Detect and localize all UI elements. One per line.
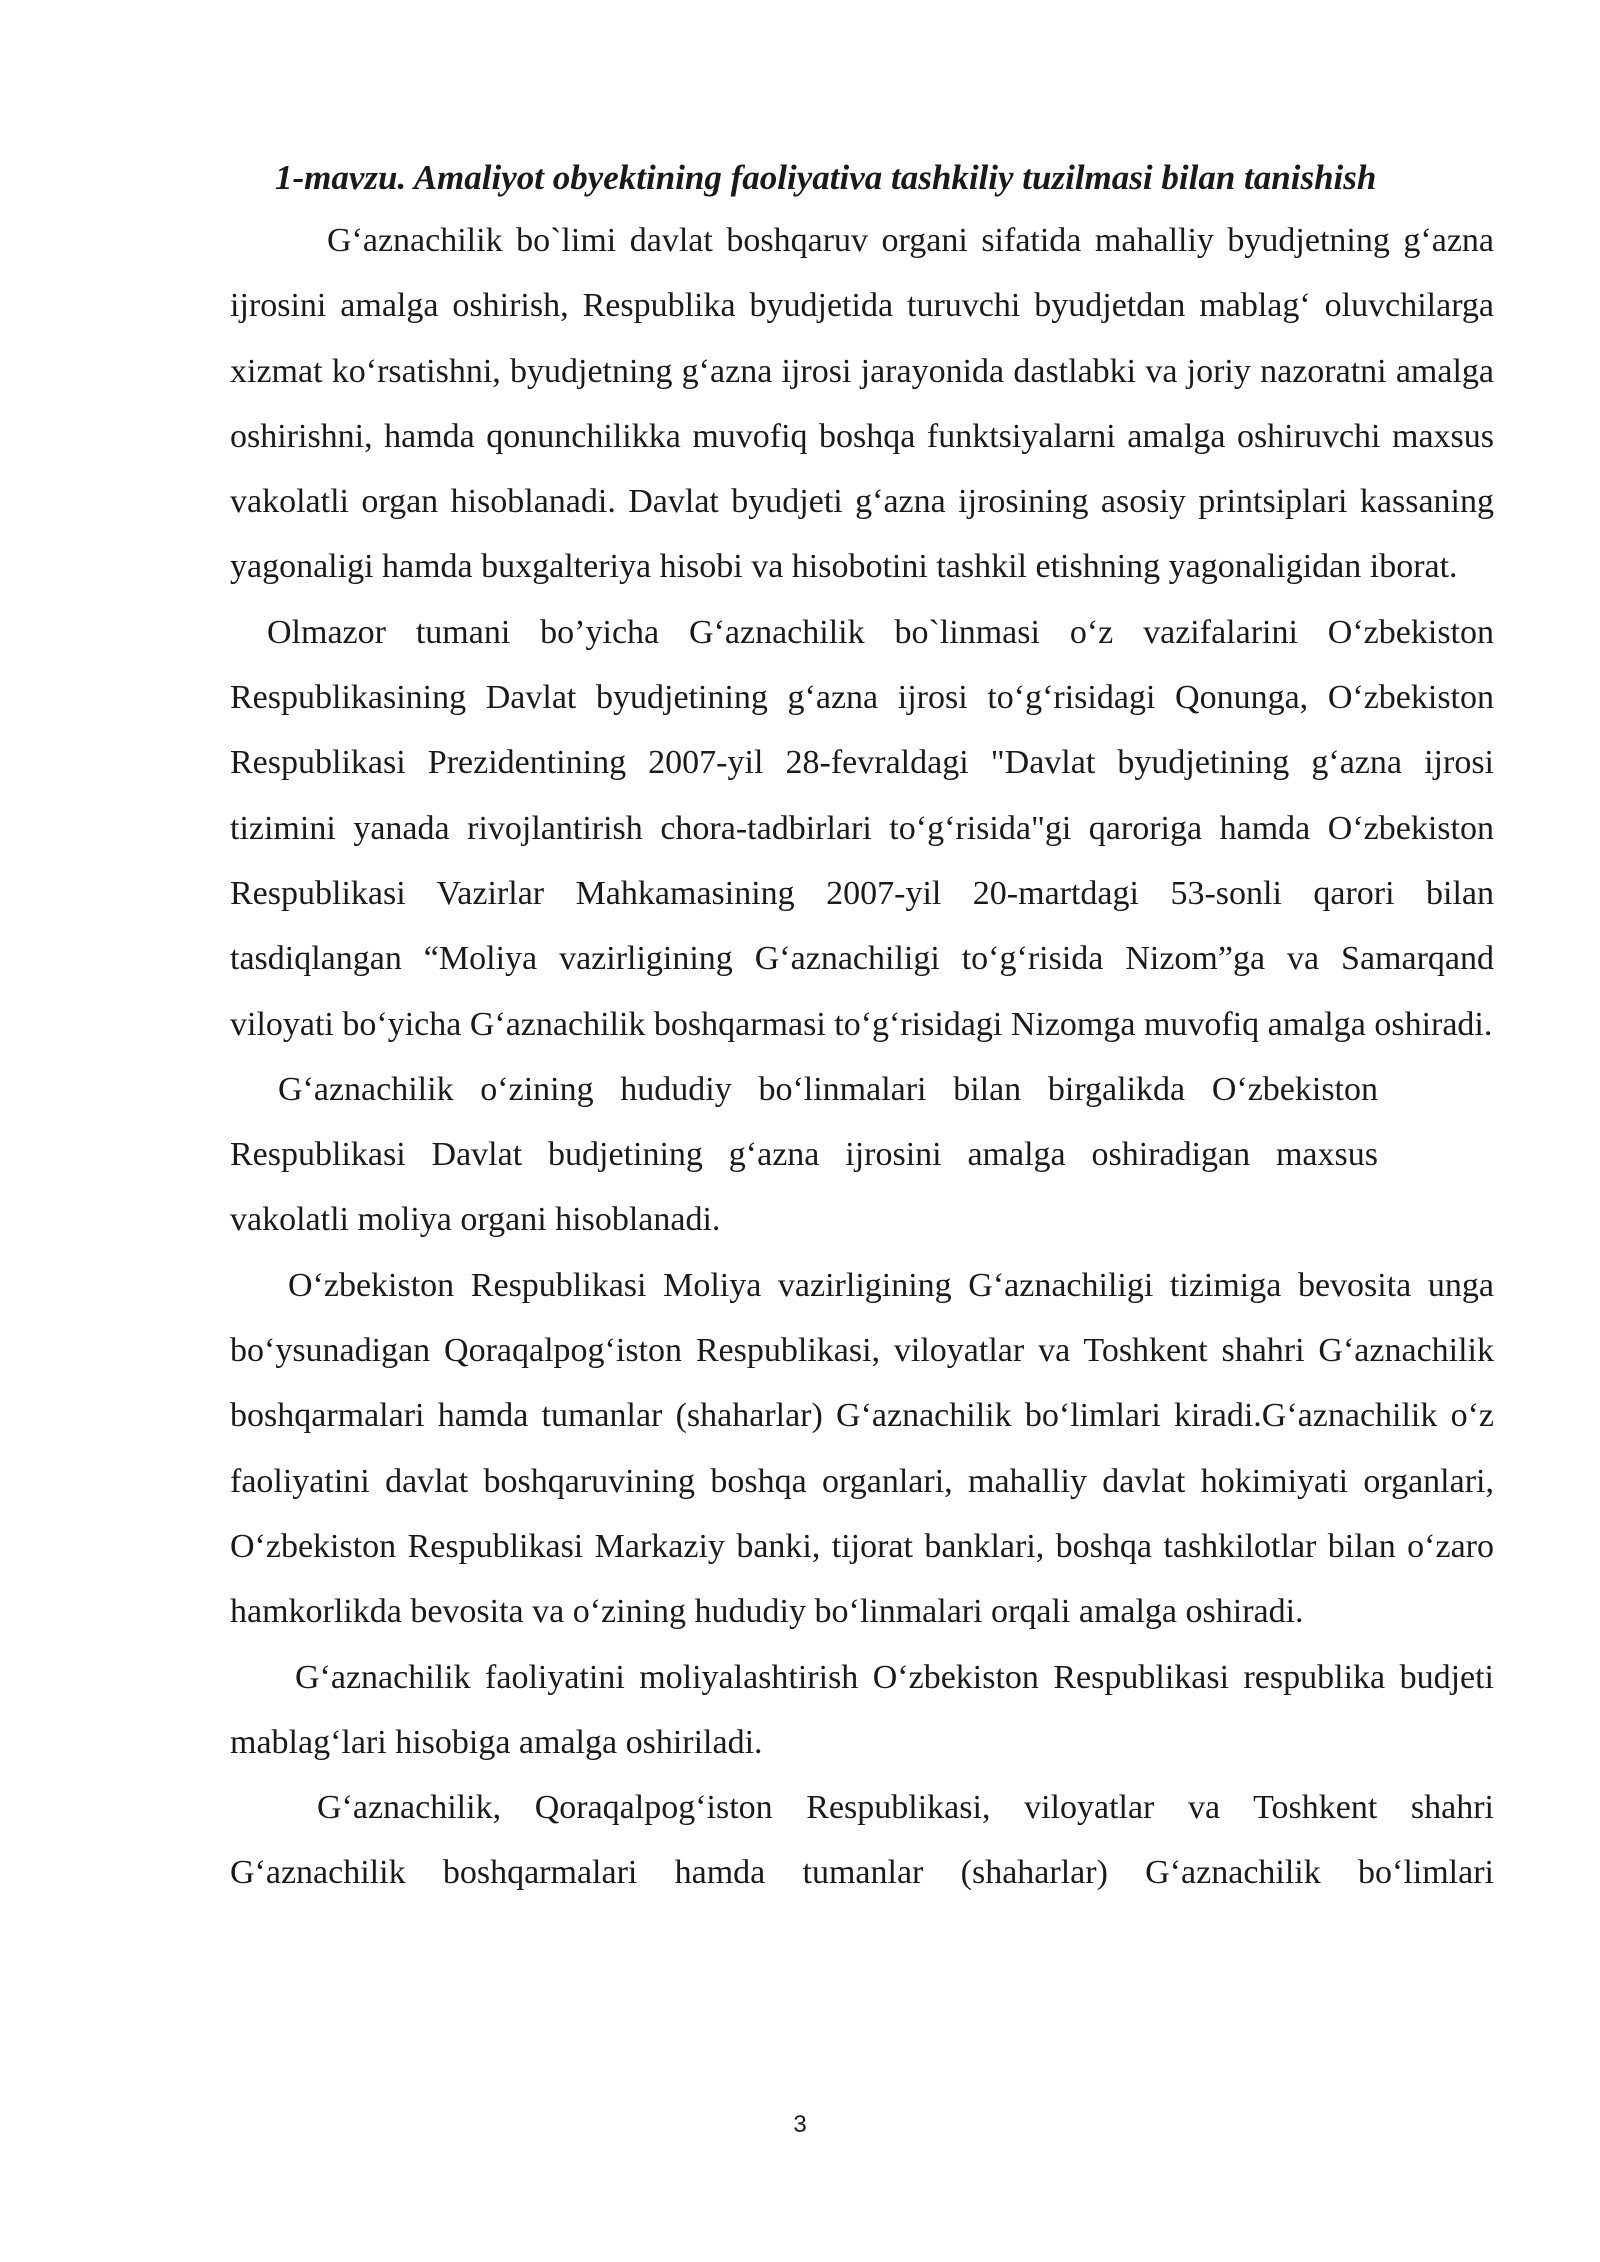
paragraph-3: G‘aznachilik o‘zining hududiy bo‘linmalari bilan birgalikda O‘zbekiston Respublikasi Davlat budjetining g‘azna ijrosini amalga oshiradigan maxsus vakolatli moliya organi hisoblanadi.	[230, 1070, 1378, 1239]
document-page	[230, 148, 1494, 1906]
paragraph-5: G‘aznachilik faoliyatini moliyalashtirish O‘zbekiston Respublikasi respublika budjeti mablag‘lari hisobiga amalga oshiriladi.	[230, 1658, 1494, 1761]
paragraph-2: Olmazor tumani bo’yicha G‘aznachilik bo`linmasi o‘z vazifalarini O‘zbekiston Respublikasining Davlat byudjetining g‘azna ijrosi to‘g‘risidagi Qonunga, O‘zbekiston Respublikasi Prezidentining 2007-yil 28-fevraldagi "Davlat byudjetining g‘azna ijrosi tizimini yanada rivojlantirish chora-tadbirlari to‘g‘risida"gi qaroriga hamda O‘zbekiston Respublikasi Vazirlar Mahkamasining 2007-yil 20-martdagi 53-sonli qarori bilan tasdiqlangan “Moliya vazirligining G‘aznachiligi to‘g‘risida Nizom”ga va Samarqand viloyati bo‘yicha G‘aznachilik boshqarmasi to‘g‘risidagi Nizomga muvofiq amalga oshiradi.	[230, 613, 1494, 1043]
paragraph-1: G‘aznachilik bo`limi davlat boshqaruv organi sifatida mahalliy byudjetning g‘azna ijrosini amalga oshirish, Respublika byudjetida turuvchi byudjetdan mablag‘ oluvchilarga xizmat ko‘rsatishni, byudjetning g‘azna ijrosi jarayonida dastlabki va joriy nazoratni amalga oshirishni, hamda qonunchilikka muvofiq boshqa funktsiyalarni amalga oshiruvchi maxsus vakolatli organ hisoblanadi. Davlat byudjeti g‘azna ijrosining asosiy printsiplari kassaning yagonaligi hamda buxgalteriya hisobi va hisobotini tashkil etishning yagonaligidan iborat.	[230, 222, 1494, 586]
paragraph-6: G‘aznachilik, Qoraqalpog‘iston Respublikasi, viloyatlar va Toshkent shahri G‘aznachilik boshqarmalari hamda tumanlar (shaharlar) G‘aznachilik bo‘limlari	[230, 1789, 1494, 1892]
paragraph-4: O‘zbekiston Respublikasi Moliya vazirligining G‘aznachiligi tizimiga bevosita unga bo‘ysunadigan Qoraqalpog‘iston Respublikasi, viloyatlar va Toshkent shahri G‘aznachilik boshqarmalari hamda tumanlar (shaharlar) G‘aznachilik bo‘limlari kiradi.G‘aznachilik o‘z faoliyatini davlat boshqaruvining boshqa organlari, mahalliy davlat hokimiyati organlari, O‘zbekiston Respublikasi Markaziy banki, tijorat banklari, boshqa tashkilotlar bilan o‘zaro hamkorlikda bevosita va o‘zining hududiy bo‘linmalari orqali amalga oshiradi.	[230, 1266, 1494, 1631]
topic-heading: 1-mavzu. Amaliyot obyektining faoliyativa tashkiliy tuzilmasi bilan tanishish	[275, 158, 1377, 197]
page-number: 3	[793, 2111, 807, 2138]
